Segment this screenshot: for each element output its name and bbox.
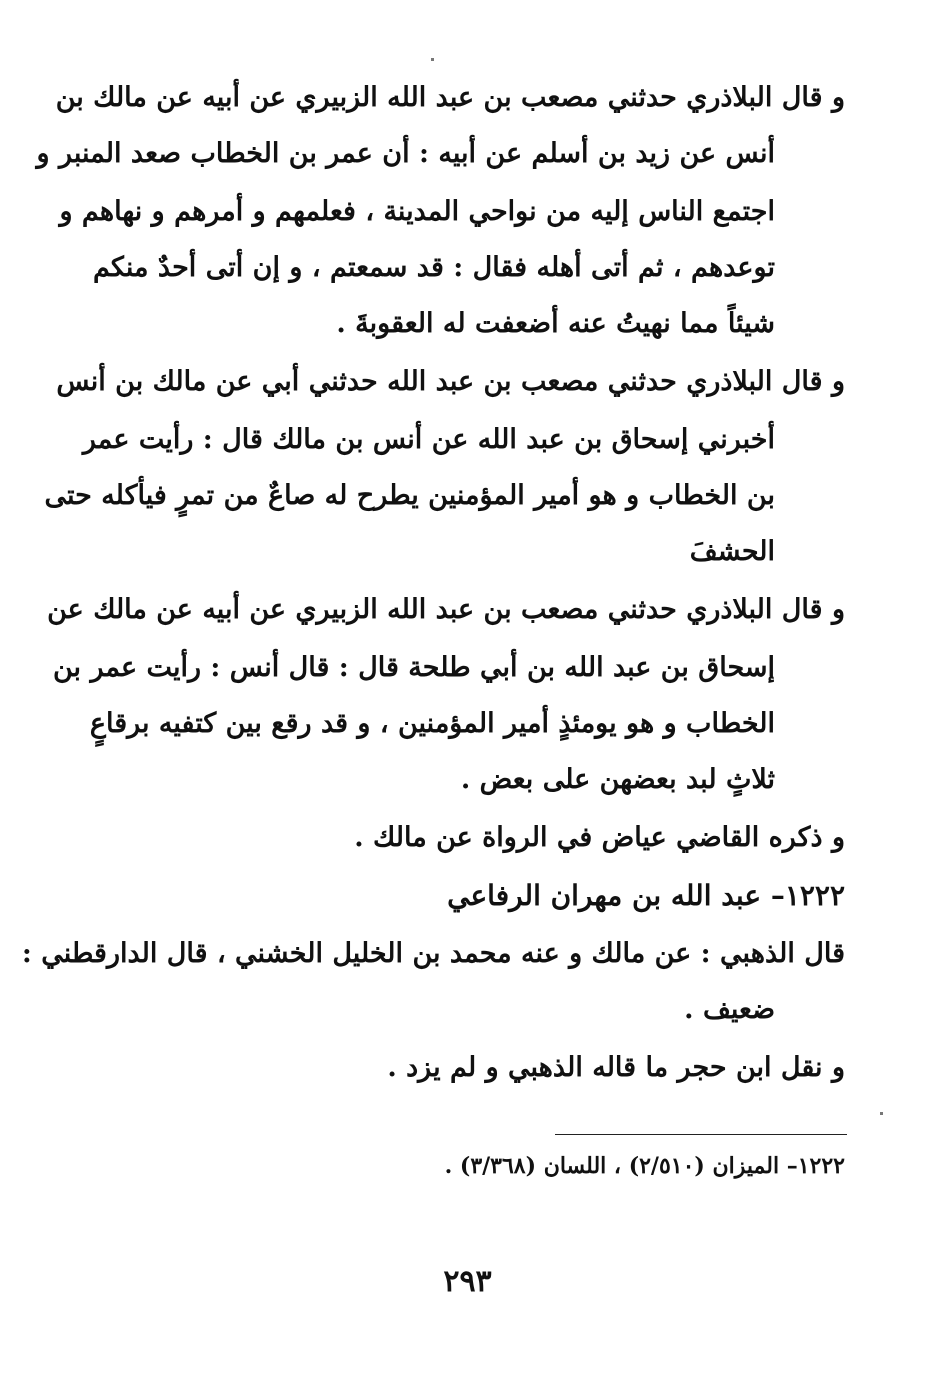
paragraph-3-line-4: ثلاثٍ لبد بعضهن على بعض . [460,764,775,795]
paragraph-2-line-3: بن الخطاب و هو أمير المؤمنين يطرح له صاعٌ من تمرٍ فيأكله حتى [44,480,775,511]
closing-line: و نقل ابن حجر ما قاله الذهبي و لم يزد . [387,1052,845,1083]
paragraph-3-line-3: الخطاب و هو يومئذٍ أمير المؤمنين ، و قد رقع بين كتفيه برقاعٍ [89,708,775,739]
paragraph-3-line-1: و قال البلاذري حدثني مصعب بن عبد الله الزبيري عن أبيه عن مالك عن [47,594,845,625]
footnote: ١٢٢٢– الميزان (٢/٥١٠) ، اللسان (٣/٣٦٨) . [444,1153,845,1179]
paragraph-2-line-1: و قال البلاذري حدثني مصعب بن عبد الله حدثني أبي عن مالك بن أنس [56,366,845,397]
entry-body-line-1: قال الذهبي : عن مالك و عنه محمد بن الخليل الخشني ، قال الدارقطني : [21,938,845,969]
entry-heading: ١٢٢٢– عبد الله بن مهران الرفاعي [447,879,845,912]
paragraph-4-line-1: و ذكره القاضي عياض في الرواة عن مالك . [354,822,845,853]
paragraph-1-line-1: و قال البلاذري حدثني مصعب بن عبد الله الزبيري عن أبيه عن مالك بن [55,82,845,113]
paragraph-2-line-4: الحشفَ [689,536,775,567]
scan-speck [880,1112,883,1115]
page-number: ٢٩٣ [443,1264,492,1299]
paragraph-1-line-2: أنس عن زيد بن أسلم عن أبيه : أن عمر بن الخطاب صعد المنبر و [36,138,775,169]
paragraph-2-line-2: أخبرني إسحاق بن عبد الله عن أنس بن مالك قال : رأيت عمر [82,424,775,455]
footnote-rule [555,1134,847,1135]
entry-body-line-2: ضعيف . [684,994,775,1025]
paragraph-1-line-4: توعدهم ، ثم أتى أهله فقال : قد سمعتم ، و إن أتى أحدٌ منكم [93,252,775,283]
paragraph-3-line-2: إسحاق بن عبد الله بن أبي طلحة قال : قال أنس : رأيت عمر بن [52,652,775,683]
paragraph-1-line-3: اجتمع الناس إليه من نواحي المدينة ، فعلمهم و أمرهم و نهاهم و [59,196,775,227]
scan-speck [431,58,434,61]
paragraph-1-line-5: شيئاً مما نهيتُ عنه أضعفت له العقوبةَ . [336,308,775,339]
